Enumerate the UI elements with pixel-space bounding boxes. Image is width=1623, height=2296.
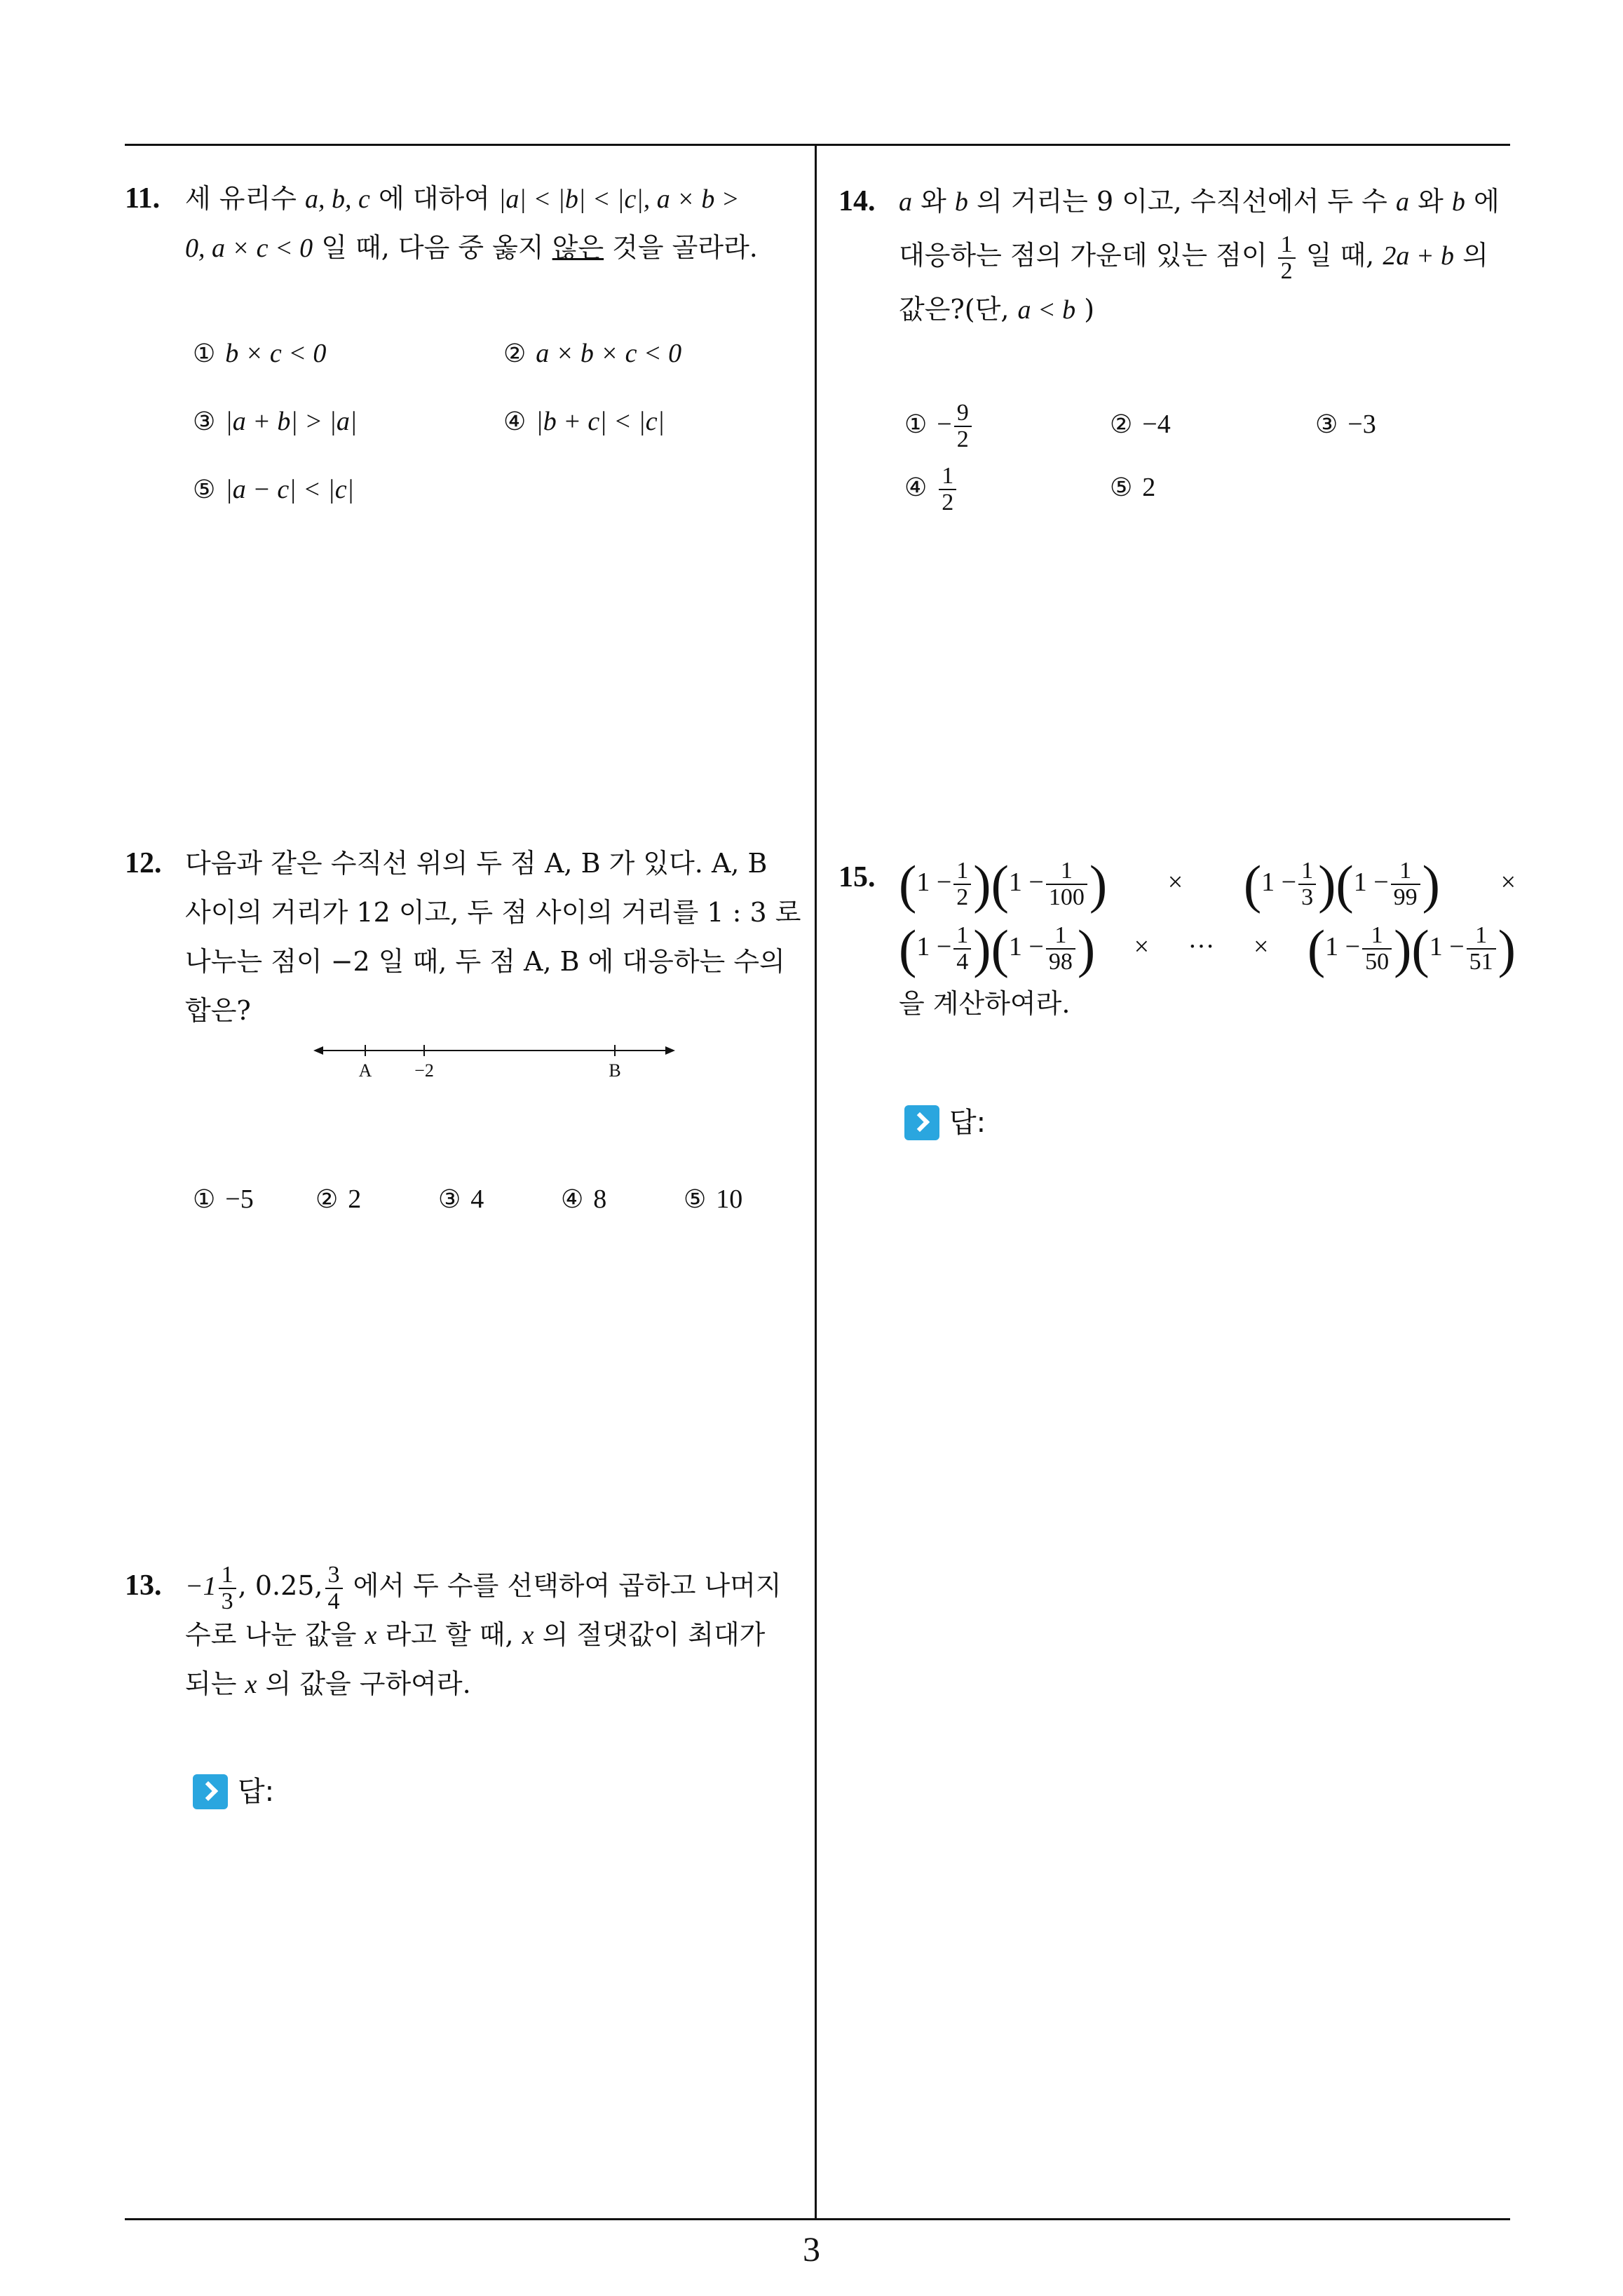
choice-1[interactable]: ① − $\frac{9}{2}$ bbox=[904, 396, 974, 453]
question-text: 다음과 같은 수직선 위의 두 점 A, B 가 있다. A, B 사이의 거리가 12 이고, 두 점 사이의 거리를 1 : 3 로 나누는 점이 −2 일 때, 두 점 A, B 에 대응하는 수의 합은? bbox=[185, 848, 801, 1026]
question-text: 세 유리수 a, b, c 에 대하여 |a| < |b| < |c|, a × b > 0, a × c < 0 일 때, 다음 중 옳지 않은 것을 골라라. bbox=[185, 183, 758, 263]
choice-1[interactable]: ① b × c < 0 bbox=[193, 339, 327, 368]
point-label-a: A bbox=[358, 1060, 372, 1081]
answer-field[interactable]: 답: bbox=[193, 1769, 274, 1813]
question-number: 14. bbox=[838, 185, 876, 217]
question-text: a 와 b 의 거리는 9 이고, 수직선에서 두 수 a 와 b 에 대응하는 점의 가운데 있는 점이 $\frac{1}{2}$ 일 때, 2a + b 의 값은?(단, a < b ) bbox=[899, 186, 1500, 325]
choice-4[interactable]: ④ |b + c| < |c| bbox=[503, 407, 665, 436]
chevron-right-icon bbox=[193, 1774, 228, 1809]
question-number: 15. bbox=[838, 861, 876, 893]
question-number: 12. bbox=[125, 847, 162, 879]
choice-2[interactable]: ② −4 bbox=[1110, 410, 1171, 439]
choice-5[interactable]: ⑤ 10 bbox=[684, 1184, 743, 1214]
choice-2[interactable]: ② 2 bbox=[315, 1184, 362, 1214]
point-label-b: B bbox=[609, 1060, 621, 1081]
question-number: 13. bbox=[125, 1569, 162, 1602]
choice-1[interactable]: ① −5 bbox=[193, 1184, 254, 1214]
question-text: (1 − $\frac{1}{2}$ )(1 − $\frac{1}{100}$ ) × (1 − $\frac{1}{3}$ )(1 − $\frac{1}{99}$ ) × (1 − $\frac{1}{4}$ )(1 − $\frac{1}{98}$ ) × ··· × (1 − $\frac{1}{50}$ )(1 − $\frac{1}{51}$ ) 을 계산하여라. bbox=[899, 850, 1516, 1028]
choice-4[interactable]: ④ 8 bbox=[561, 1184, 607, 1214]
choice-5[interactable]: ⑤ |a − c| < |c| bbox=[193, 475, 355, 504]
choice-5[interactable]: ⑤ 2 bbox=[1110, 473, 1156, 502]
answer-field[interactable]: 답: bbox=[904, 1100, 986, 1144]
number-line bbox=[312, 1036, 677, 1086]
question-text: −1 $\frac{1}{3}$ , 0.25, $\frac{3}{4}$ 에서 두 수를 선택하여 곱하고 나머지 수로 나눈 값을 x 라고 할 때, x 의 절댓값이 최대가 되는 x 의 값을 구하여라. bbox=[185, 1561, 782, 1699]
choice-3[interactable]: ③ −3 bbox=[1315, 410, 1376, 439]
column-divider bbox=[815, 145, 817, 2218]
product-row-2: (1 − $\frac{1}{4}$ )(1 − $\frac{1}{98}$ ) × ··· × (1 − $\frac{1}{50}$ )(1 − $\frac{1}{51}$ ) bbox=[899, 919, 1516, 979]
question-number: 11. bbox=[125, 182, 161, 215]
choice-2[interactable]: ② a × b × c < 0 bbox=[503, 339, 682, 368]
top-rule bbox=[125, 144, 1510, 146]
chevron-right-icon bbox=[904, 1105, 939, 1140]
choice-3[interactable]: ③ |a + b| > |a| bbox=[193, 407, 358, 436]
choice-4[interactable]: ④ $\frac{1}{2}$ bbox=[904, 459, 958, 516]
product-row-1: (1 − $\frac{1}{2}$ )(1 − $\frac{1}{100}$ ) × (1 − $\frac{1}{3}$ )(1 − $\frac{1}{99}$ ) × bbox=[899, 855, 1516, 914]
choice-3[interactable]: ③ 4 bbox=[438, 1184, 484, 1214]
bottom-rule bbox=[125, 2218, 1510, 2220]
point-label-minus2: −2 bbox=[414, 1060, 434, 1081]
page-number: 3 bbox=[803, 2229, 820, 2269]
